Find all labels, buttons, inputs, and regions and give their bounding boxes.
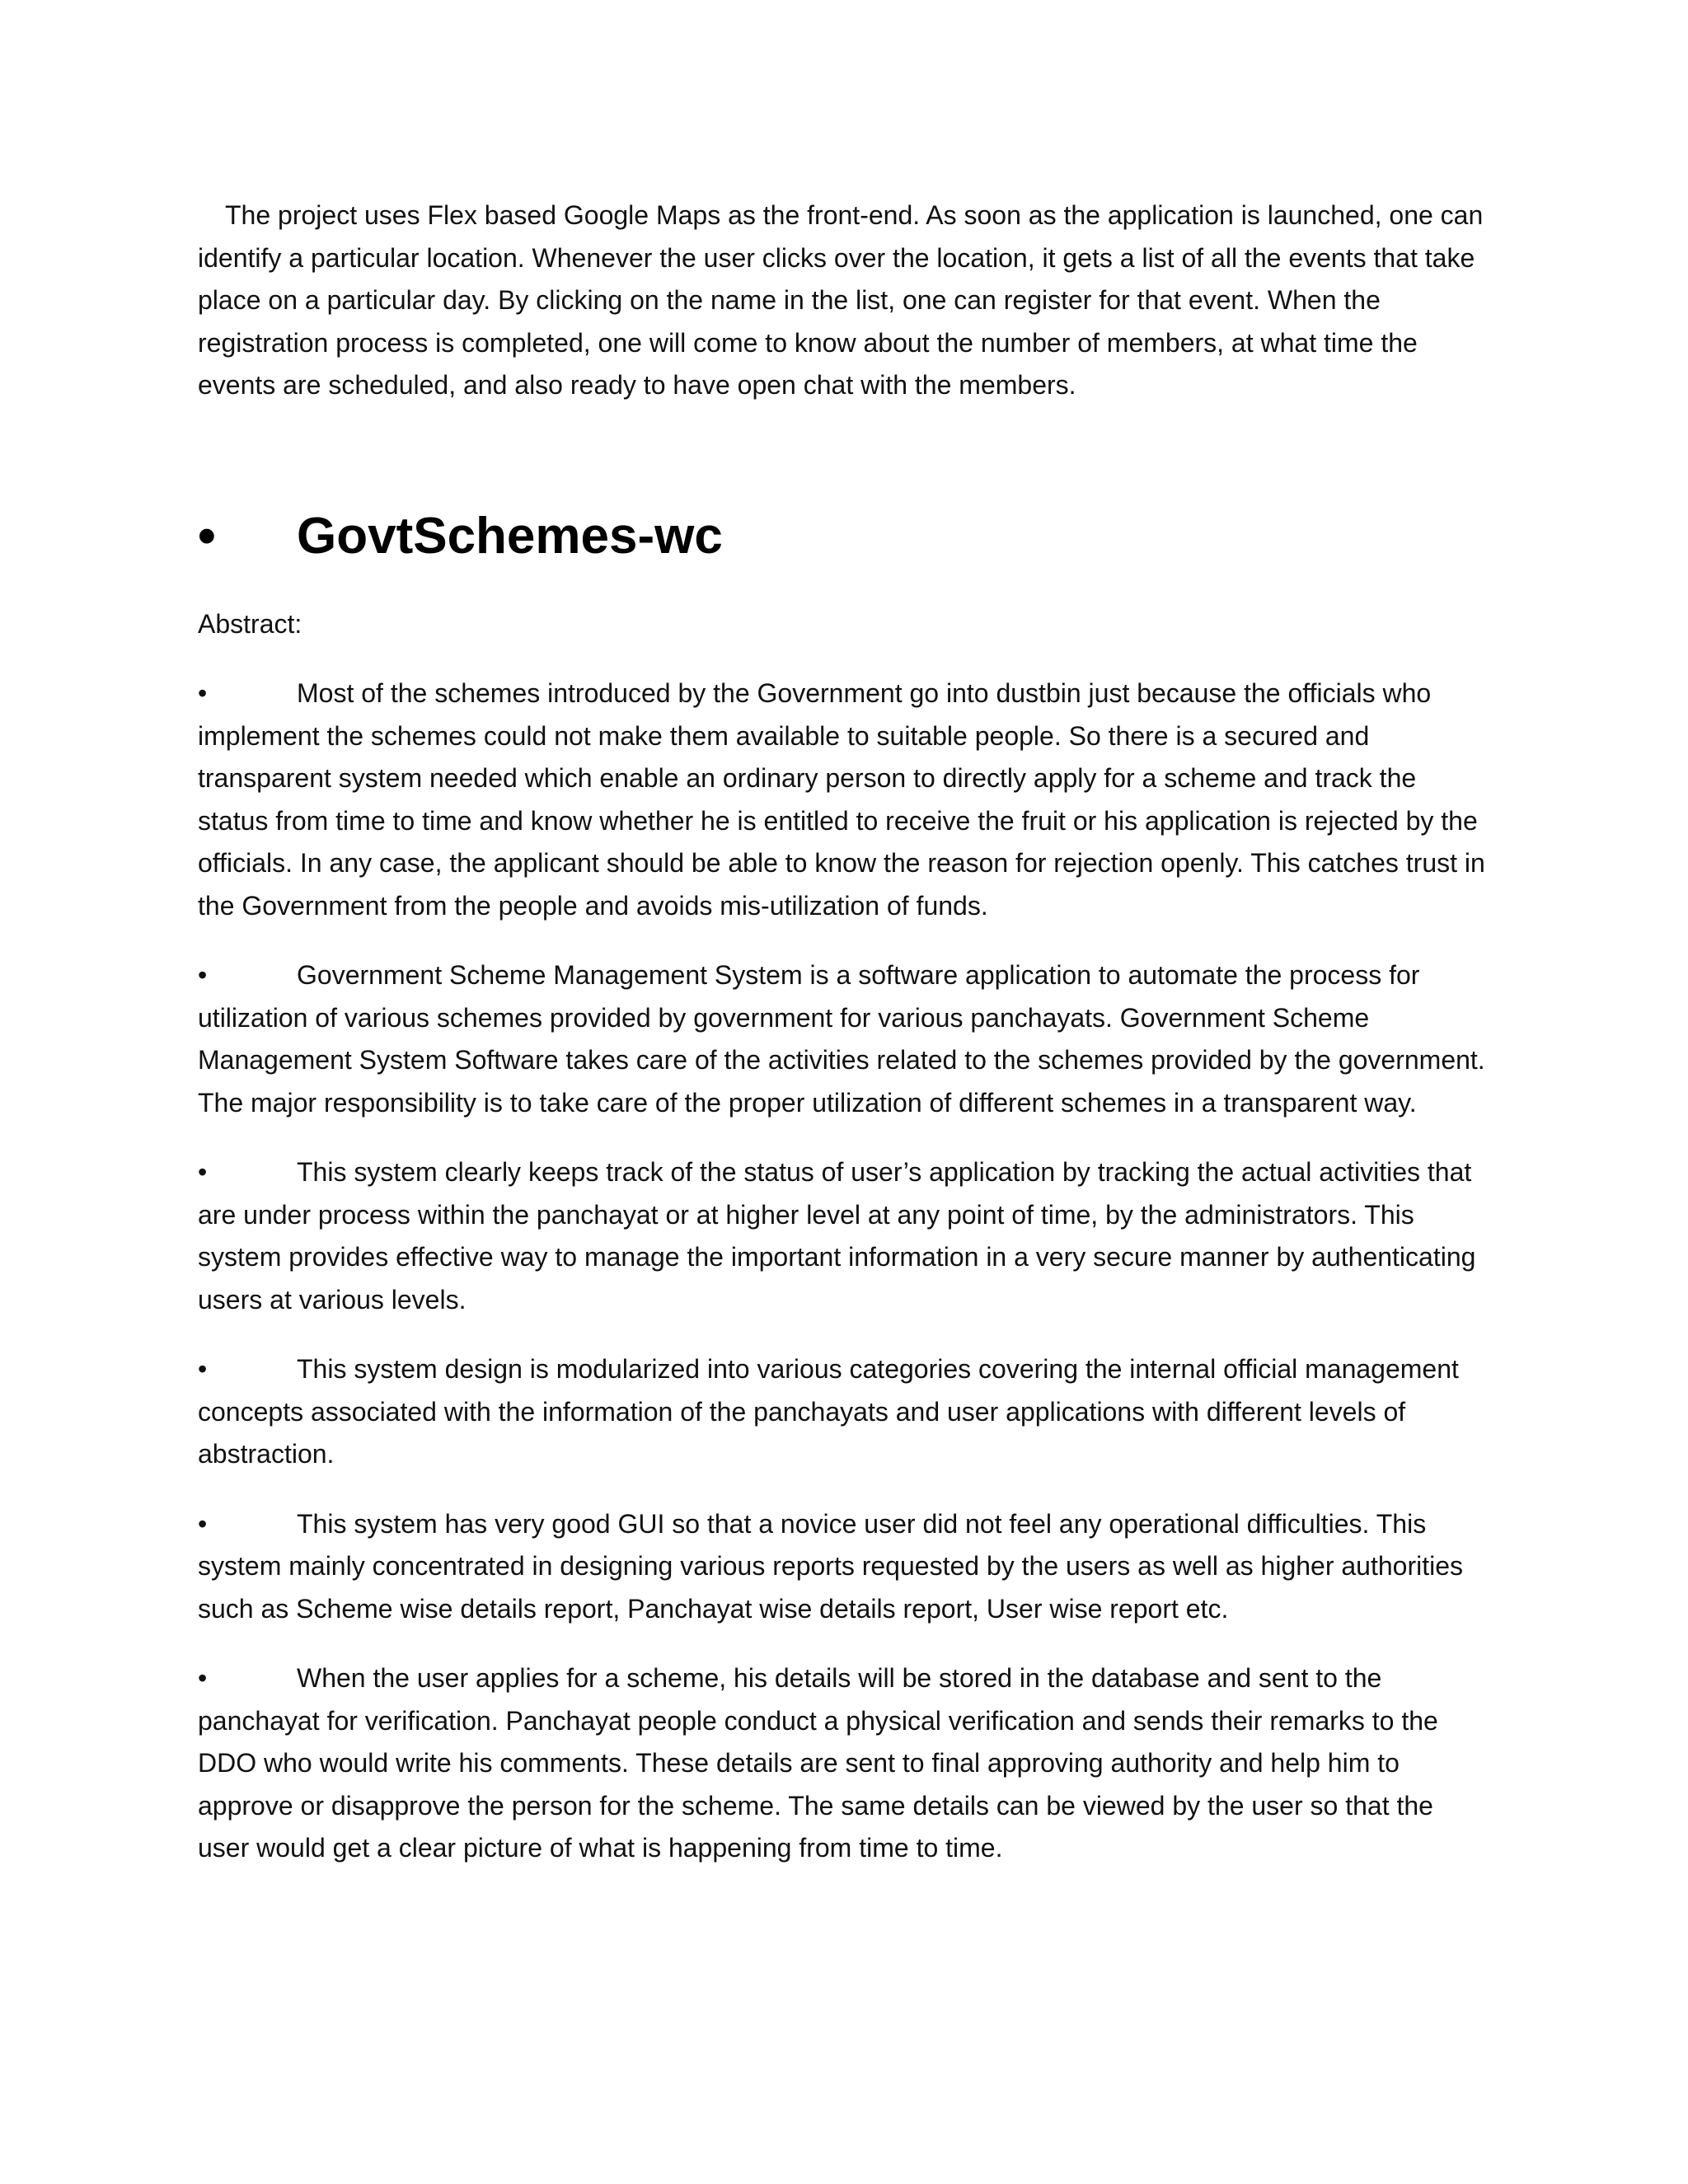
abstract-bullet-list [198,673,1492,1870]
bullet-mark: • [198,678,208,708]
abstract-label: Abstract: [198,608,302,639]
bullet-paragraph [198,1657,1492,1870]
intro-paragraph: The project uses Flex based Google Maps as the front-end. As soon as the application is launched, one can identify a particular location. Whenever the user clicks over the location, it gets a list of all the events that take place on a particular day. By clicking on the name in the list, one can register for that event. When the registration process is completed, one will come to know about the number of members, at what time the events are scheduled, and also ready to have open chat with the members. [198,200,1484,400]
bullet-paragraph [198,673,1492,927]
bullet-text: When the user applies for a scheme, his details will be stored in the database and sent to the panchayat for verification. Panchayat people conduct a physical verification and sends their remarks to the DDO who would write his comments. These details are sent to final approving authority and help him to approve or disapprove the person for the scheme. The same details can be viewed by the user so that the user would get a clear picture of what is happening from time to time. [198,1663,1438,1863]
bullet-paragraph [198,1348,1492,1476]
heading-bullet: • [198,507,216,565]
bullet-text: This system design is modularized into various categories covering the internal official management concepts associated with the information of the panchayats and user applications with different levels of abstraction. [198,1354,1459,1469]
bullet-mark: • [198,1157,208,1187]
bullet-mark: • [198,1508,208,1539]
bullet-paragraph [198,1151,1492,1321]
bullet-text: Government Scheme Management System is a software application to automate the process for utilization of various schemes provided by government for various panchayats. Government Scheme Management System Software takes care of the activities related to the schemes provided by the government. The major responsibility is to take care of the proper utilization of different schemes in a transparent way. [198,960,1485,1118]
document-page [198,194,1492,1870]
bullet-paragraph [198,954,1492,1124]
bullet-text: This system clearly keeps track of the status of user’s application by tracking the actual activities that are under process within the panchayat or at higher level at any point of time, by the administrators. This system provides effective way to manage the important information in a very secure manner by authenticating users at various levels. [198,1157,1476,1315]
bullet-text: Most of the schemes introduced by the Government go into dustbin just because the officials who implement the schemes could not make them available to suitable people. So there is a secured and transparent system needed which enable an ordinary person to directly apply for a scheme and track the status from time to time and know whether he is entitled to receive the fruit or his application is rejected by the officials. In any case, the applicant should be able to know the reason for rejection openly. This catches trust in the Government from the people and avoids mis-utilization of funds. [198,678,1485,921]
bullet-mark: • [198,1663,208,1693]
section-title: GovtSchemes-wc [297,507,723,565]
bullet-mark: • [198,960,208,990]
bullet-mark: • [198,1354,208,1384]
bullet-paragraph [198,1503,1492,1631]
section-heading [198,499,1492,574]
bullet-text: This system has very good GUI so that a novice user did not feel any operational difficulties. This system mainly concentrated in designing various reports requested by the users as well as higher authorities such as Scheme wise details report, Panchayat wise details report, User wise report etc. [198,1508,1464,1624]
